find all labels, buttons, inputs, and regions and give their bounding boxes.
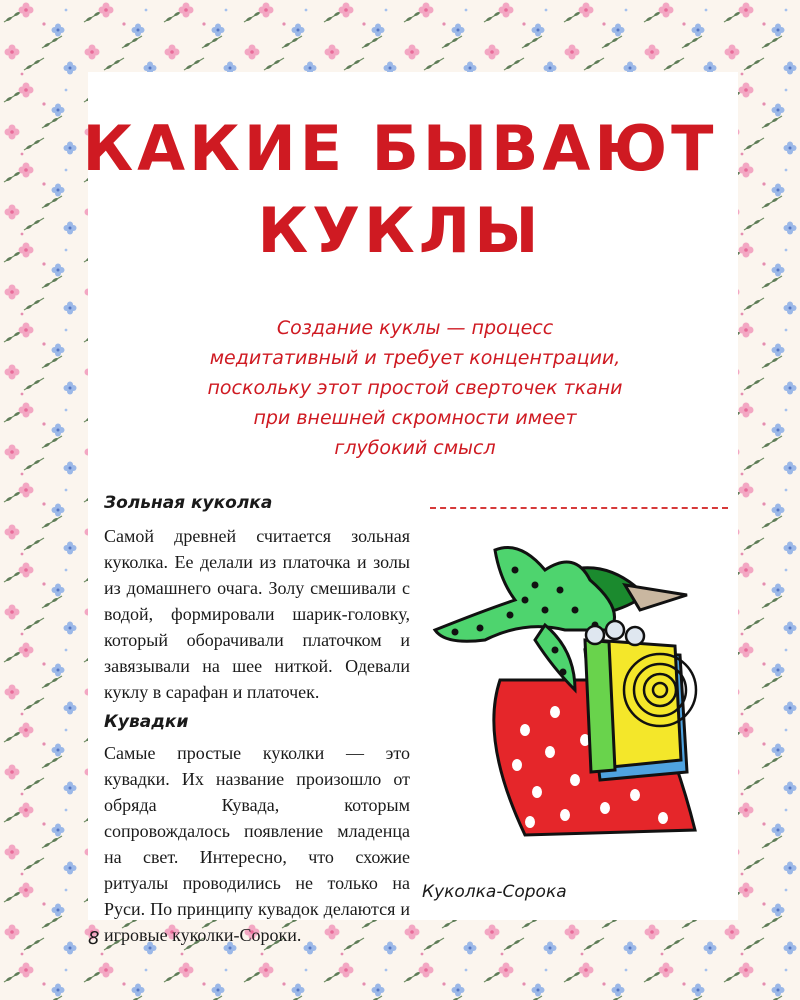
section-text-zolnaya: Самой древней считается зольная куколка. Ее делали из платочка и золы из домашнего очага. Золу смешивали с водой, формировали шарик-головку, который оборачивали платочком и завязывали на шее ниткой. Одевали куклу в сарафан и платочек.: [104, 526, 410, 702]
illustration-caption: Куколка-Сорока: [422, 882, 567, 902]
page-number: 8: [88, 928, 100, 949]
section-text-kuvadki: Самые простые куколки — это кувадки. Их название произошло от обряда Кувада, которым сопровождалось появление младенца на свет. Интересно, что схожие ритуалы проводились не только на Руси. По принципу кувадок делаются и игровые куколки-Сороки.: [104, 743, 410, 945]
doll-illustration: [425, 540, 725, 840]
dashed-divider: [430, 507, 728, 509]
section-heading-kuvadki: Кувадки: [104, 712, 189, 732]
section-heading-zolnaya: Зольная куколка: [104, 493, 273, 513]
page-title: КАКИЕ БЫВАЮТ КУКЛЫ: [82, 112, 718, 267]
intro-text: Создание куклы — процесс медитативный и требует концентрации, поскольку этот простой сверточек ткани при внешней скромности имеет глубокий смысл: [207, 317, 623, 459]
